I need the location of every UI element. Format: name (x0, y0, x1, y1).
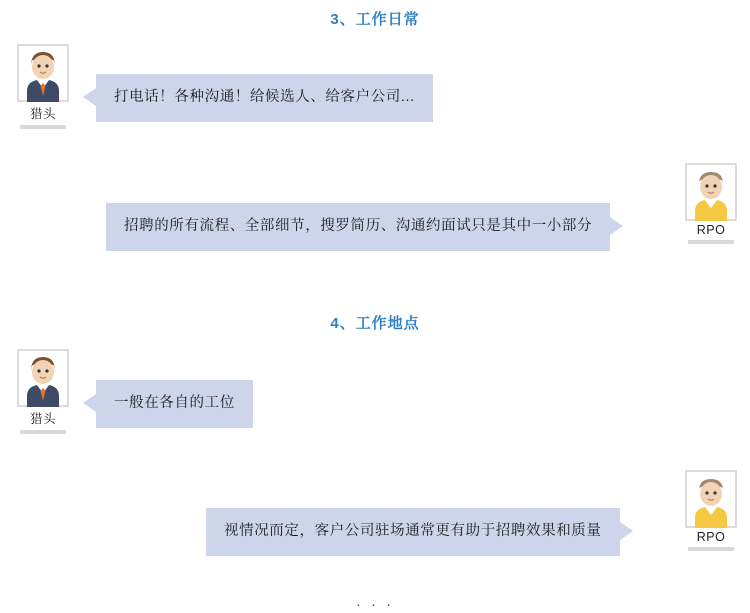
bubble-rpo-location (206, 508, 620, 556)
avatar-label-rpo-2: RPO (696, 530, 726, 544)
rpo-avatar-icon (685, 163, 737, 221)
avatar-base-1 (20, 125, 66, 129)
section-title-work-location: 4、工作地点 (330, 315, 420, 332)
bubble-tail-icon (610, 217, 623, 235)
avatar-rpo-2 (678, 470, 744, 551)
bubble-text: 打电话！各种沟通！给候选人、给客户公司... (114, 89, 415, 105)
bubble-text: 一般在各自的工位 (114, 395, 235, 411)
avatar-base-4 (688, 547, 734, 551)
avatar-hunter-2 (10, 349, 76, 434)
bubble-tail-icon (83, 394, 96, 412)
footer-ellipsis: · · · (355, 596, 395, 613)
avatar-hunter-1 (10, 44, 76, 129)
bubble-rpo-routine (106, 203, 610, 251)
hunter-avatar-icon (17, 44, 69, 102)
avatar-base-2 (688, 240, 734, 244)
avatar-label-rpo-1: RPO (696, 223, 726, 237)
bubble-hunter-routine (96, 74, 433, 122)
avatar-base-3 (20, 430, 66, 434)
hunter-avatar-icon (17, 349, 69, 407)
avatar-label-hunter-2: 猎头 (29, 412, 56, 426)
bubble-text: 招聘的所有流程、全部细节，搜罗简历、沟通约面试只是其中一小部分 (124, 218, 593, 234)
section-title-work-routine: 3、工作日常 (330, 11, 420, 28)
bubble-text: 视情况而定，客户公司驻场通常更有助于招聘效果和质量 (224, 523, 602, 539)
avatar-label-hunter-1: 猎头 (29, 107, 56, 121)
bubble-tail-icon (620, 522, 633, 540)
rpo-avatar-icon (685, 470, 737, 528)
avatar-rpo-1 (678, 163, 744, 244)
bubble-hunter-location (96, 380, 253, 428)
bubble-tail-icon (83, 88, 96, 106)
